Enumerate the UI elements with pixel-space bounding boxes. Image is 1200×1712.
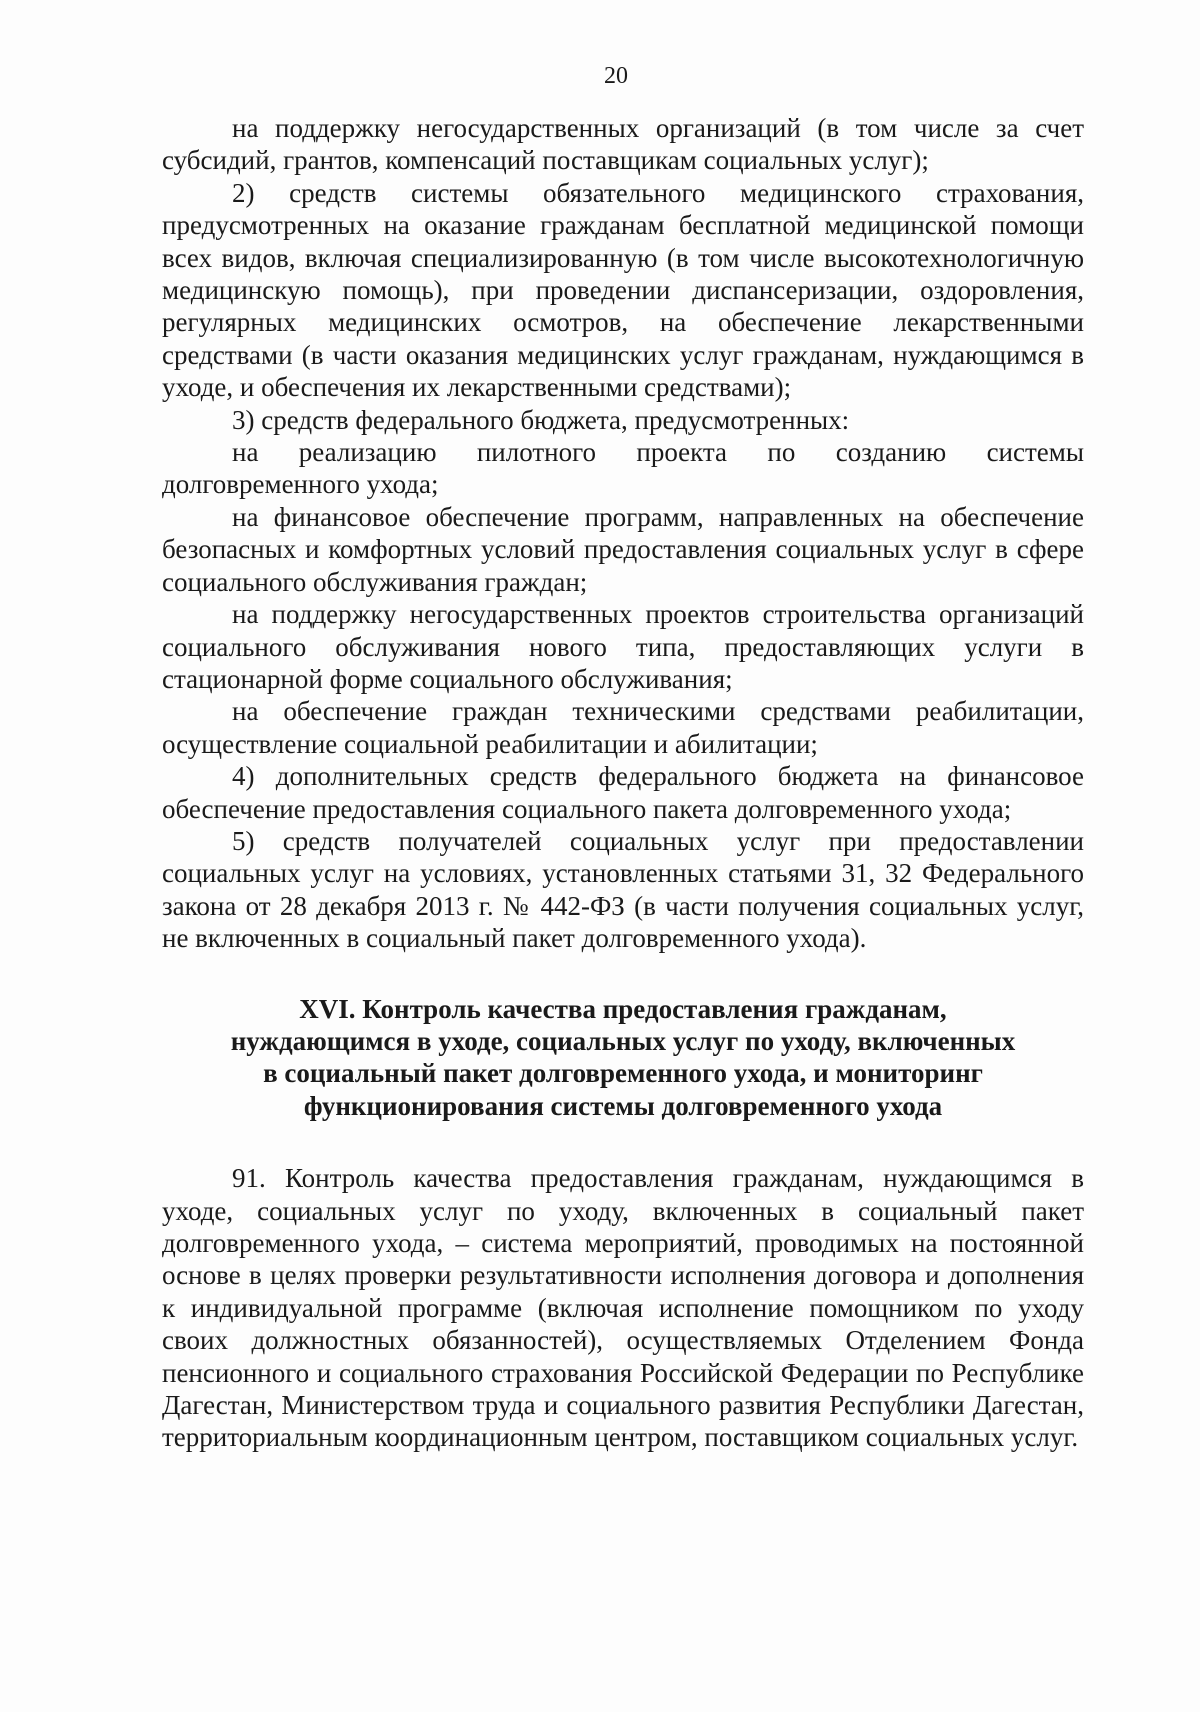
paragraph-support-ngo: на поддержку негосударственных организаций (в том числе за счет субсидий, грантов, компенсаций поставщикам социальных услуг); (162, 113, 1084, 176)
section-heading (162, 993, 1084, 1123)
document-body (162, 112, 1084, 1454)
paragraph-item-91: 91. Контроль качества предоставления гражданам, нуждающимся в уходе, социальных услуг по уходу, включенных в социальный пакет долговременного ухода, – система мероприятий, проводимых на постоянной основе в целях проверки результативности исполнения договора и дополнения к индивидуальной программе (включая исполнение помощником по уходу своих должностных обязанностей), осуществляемых Отделением Фонда пенсионного и социального страхования Российской Федерации по Республике Дагестан, Министерством труда и социального развития Республики Дагестан, территориальным координационным центром, поставщиком социальных услуг. (162, 1163, 1084, 1453)
paragraph-item-2: 2) средств системы обязательного медицинского страхования, предусмотренных на оказание гражданам бесплатной медицинской помощи всех видов, включая специализированную (в том числе высокотехнологичную медицинскую помощь), при проведении диспансеризации, оздоровления, регулярных медицинских осмотров, на обеспечение лекарственными средствами (в части оказания медицинских услуг гражданам, нуждающимся в уходе, и обеспечения их лекарственными средствами); (162, 177, 1084, 403)
page-number: 20 (604, 63, 628, 89)
paragraph-construction: на поддержку негосударственных проектов строительства организаций социального обслуживания нового типа, предоставляющих услуги в стационарной форме социального обслуживания; (162, 599, 1084, 694)
section-heading-line: нуждающимся в уходе, социальных услуг по уходу, включенных (230, 1025, 1016, 1056)
paragraph-item-3: 3) средств федерального бюджета, предусмотренных: (232, 404, 850, 435)
section-heading-line: функционирования системы долговременного ухода (303, 1090, 943, 1121)
paragraph-pilot-project: на реализацию пилотного проекта по созданию системы долговременного ухода; (162, 437, 1084, 500)
section-heading-line: XVI. Контроль качества предоставления гражданам, (299, 993, 947, 1024)
paragraph-rehabilitation: на обеспечение граждан техническими средствами реабилитации, осуществление социальной реабилитации и абилитации; (162, 696, 1084, 759)
paragraph-item-4: 4) дополнительных средств федерального бюджета на финансовое обеспечение предоставления социального пакета долговременного ухода; (162, 761, 1084, 824)
paragraph-item-5: 5) средств получателей социальных услуг при предоставлении социальных услуг на условиях, установленных статьями 31, 32 Федерального закона от 28 декабря 2013 г. № 442-ФЗ (в части получения социальных услуг, не включенных в социальный пакет долговременного ухода). (162, 825, 1084, 954)
section-heading-line: в социальный пакет долговременного ухода, и мониторинг (263, 1058, 983, 1089)
paragraph-programs: на финансовое обеспечение программ, направленных на обеспечение безопасных и комфортных условий предоставления социальных услуг в сфере социального обслуживания граждан; (162, 501, 1084, 597)
